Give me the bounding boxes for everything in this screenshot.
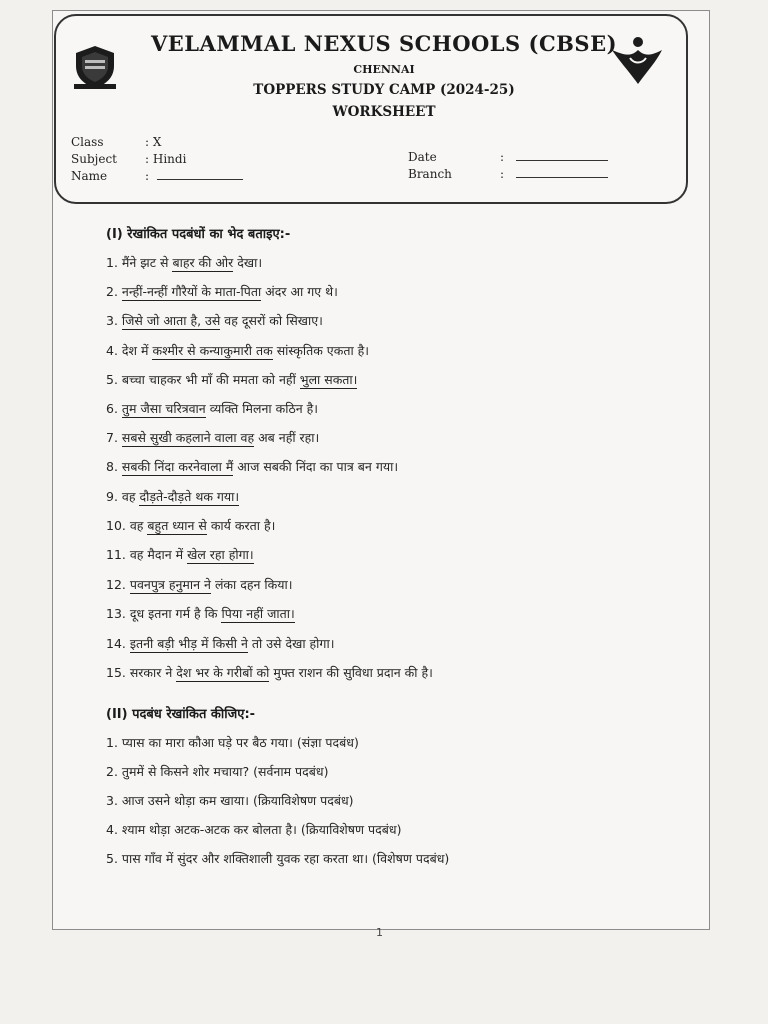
question-text: 7. bbox=[106, 430, 122, 445]
underlined-phrase: भुला सकता। bbox=[299, 372, 358, 387]
question-text: 4. देश में bbox=[106, 343, 153, 358]
name-blank-line[interactable] bbox=[157, 169, 243, 180]
school-name: VELAMMAL NEXUS SCHOOLS (CBSE) bbox=[150, 31, 618, 56]
question-item bbox=[106, 312, 323, 329]
exercise-item: 3. आज उसने थोड़ा कम खाया। (क्रियाविशेषण पदबंध) bbox=[106, 793, 354, 808]
question-item bbox=[106, 254, 262, 271]
question-text: देखा। bbox=[233, 255, 263, 270]
name-value: : bbox=[145, 169, 150, 183]
question-text: कार्य करता है। bbox=[206, 518, 276, 533]
question-text: 9. वह bbox=[106, 489, 140, 504]
underlined-phrase: इतनी बड़ी भीड़ में किसी ने bbox=[129, 636, 248, 651]
question-item bbox=[106, 605, 295, 622]
question-item bbox=[106, 576, 292, 593]
date-blank-line[interactable] bbox=[516, 150, 608, 161]
question-text: 12. bbox=[106, 577, 130, 592]
question-text: अंदर आ गए थे। bbox=[261, 284, 338, 299]
class-value: : X bbox=[145, 135, 162, 149]
question-text: 13. दूध इतना गर्म है कि bbox=[106, 606, 222, 621]
question-item bbox=[106, 342, 369, 359]
date-value: : bbox=[500, 150, 505, 164]
question-item bbox=[106, 283, 338, 300]
question-item bbox=[106, 546, 254, 563]
branch-row bbox=[408, 167, 608, 181]
question-text: 8. bbox=[106, 459, 122, 474]
name-row bbox=[71, 169, 243, 183]
question-text: 10. वह bbox=[106, 518, 148, 533]
question-item bbox=[106, 429, 319, 446]
question-item bbox=[106, 635, 334, 652]
question-text: सांस्कृतिक एकता है। bbox=[272, 343, 370, 358]
question-text: 5. बच्चा चाहकर भी माँ की ममता को नहीं bbox=[106, 372, 300, 387]
class-row bbox=[71, 135, 161, 149]
question-text: 6. bbox=[106, 401, 122, 416]
question-text: आज सबकी निंदा का पात्र बन गया। bbox=[233, 459, 399, 474]
underlined-phrase: जिसे जो आता है, उसे bbox=[121, 313, 221, 328]
underlined-phrase: दौड़ते-दौड़ते थक गया। bbox=[139, 489, 240, 504]
page-number: 1 bbox=[376, 926, 383, 939]
date-row bbox=[408, 150, 608, 164]
exercise-item: 2. तुममें से किसने शोर मचाया? (सर्वनाम पदबंध) bbox=[106, 764, 329, 779]
exercise-item: 4. श्याम थोड़ा अटक-अटक कर बोलता है। (क्रियाविशेषण पदबंध) bbox=[106, 822, 402, 837]
subject-label: Subject bbox=[71, 152, 117, 166]
name-label: Name bbox=[71, 169, 108, 183]
question-item bbox=[106, 488, 239, 505]
underlined-phrase: बहुत ध्यान से bbox=[147, 518, 207, 533]
branch-blank-line[interactable] bbox=[516, 167, 608, 178]
city-name: CHENNAI bbox=[353, 63, 415, 76]
question-item bbox=[106, 371, 357, 388]
underlined-phrase: देश भर के गरीबों को bbox=[176, 665, 270, 680]
underlined-phrase: सबसे सुखी कहलाने वाला वह bbox=[121, 430, 255, 445]
branch-label: Branch bbox=[408, 167, 452, 181]
question-item bbox=[106, 664, 433, 681]
question-text: लंका दहन किया। bbox=[210, 577, 293, 592]
section1-heading: (I) रेखांकित पदबंधों का भेद बताइए:- bbox=[106, 227, 291, 242]
date-label: Date bbox=[408, 150, 437, 164]
question-text: 14. bbox=[106, 636, 130, 651]
exercise-item: 5. पास गाँव में सुंदर और शक्तिशाली युवक रहा करता था। (विशेषण पदबंध) bbox=[106, 851, 450, 866]
branch-value: : bbox=[500, 167, 505, 181]
underlined-phrase: पवनपुत्र हनुमान ने bbox=[129, 577, 211, 592]
question-text: 3. bbox=[106, 313, 122, 328]
subject-value: : Hindi bbox=[145, 152, 187, 166]
question-item bbox=[106, 400, 318, 417]
question-text: 2. bbox=[106, 284, 122, 299]
question-text: वह दूसरों को सिखाए। bbox=[220, 313, 323, 328]
underlined-phrase: बाहर की ओर bbox=[172, 255, 234, 270]
question-text: तो उसे देखा होगा। bbox=[247, 636, 335, 651]
exercise-item: 1. प्यास का मारा कौआ घड़े पर बैठ गया। (संज्ञा पदबंध) bbox=[106, 735, 359, 750]
worksheet-title: WORKSHEET bbox=[332, 104, 436, 120]
underlined-phrase: सबकी निंदा करनेवाला मैं bbox=[121, 459, 234, 474]
underlined-phrase: नन्हीं-नन्हीं गौरैयों के माता-पिता bbox=[121, 284, 262, 299]
underlined-phrase: तुम जैसा चरित्रवान bbox=[121, 401, 206, 416]
question-item bbox=[106, 458, 398, 475]
question-text: अब नहीं रहा। bbox=[254, 430, 320, 445]
camp-title: TOPPERS STUDY CAMP (2024-25) bbox=[253, 82, 515, 98]
question-text: व्यक्ति मिलना कठिन है। bbox=[205, 401, 318, 416]
class-label: Class bbox=[71, 135, 104, 149]
section2-heading: (II) पदबंध रेखांकित कीजिए:- bbox=[106, 707, 256, 722]
question-text: 15. सरकार ने bbox=[106, 665, 177, 680]
subject-row bbox=[71, 152, 186, 166]
underlined-phrase: खेल रहा होगा। bbox=[187, 547, 254, 562]
underlined-phrase: कश्मीर से कन्याकुमारी तक bbox=[152, 343, 273, 358]
question-text: 11. वह मैदान में bbox=[106, 547, 188, 562]
underlined-phrase: पिया नहीं जाता। bbox=[221, 606, 295, 621]
question-item bbox=[106, 517, 275, 534]
question-text: 1. मैंने झट से bbox=[106, 255, 173, 270]
question-text: मुफ्त राशन की सुविधा प्रदान की है। bbox=[269, 665, 433, 680]
